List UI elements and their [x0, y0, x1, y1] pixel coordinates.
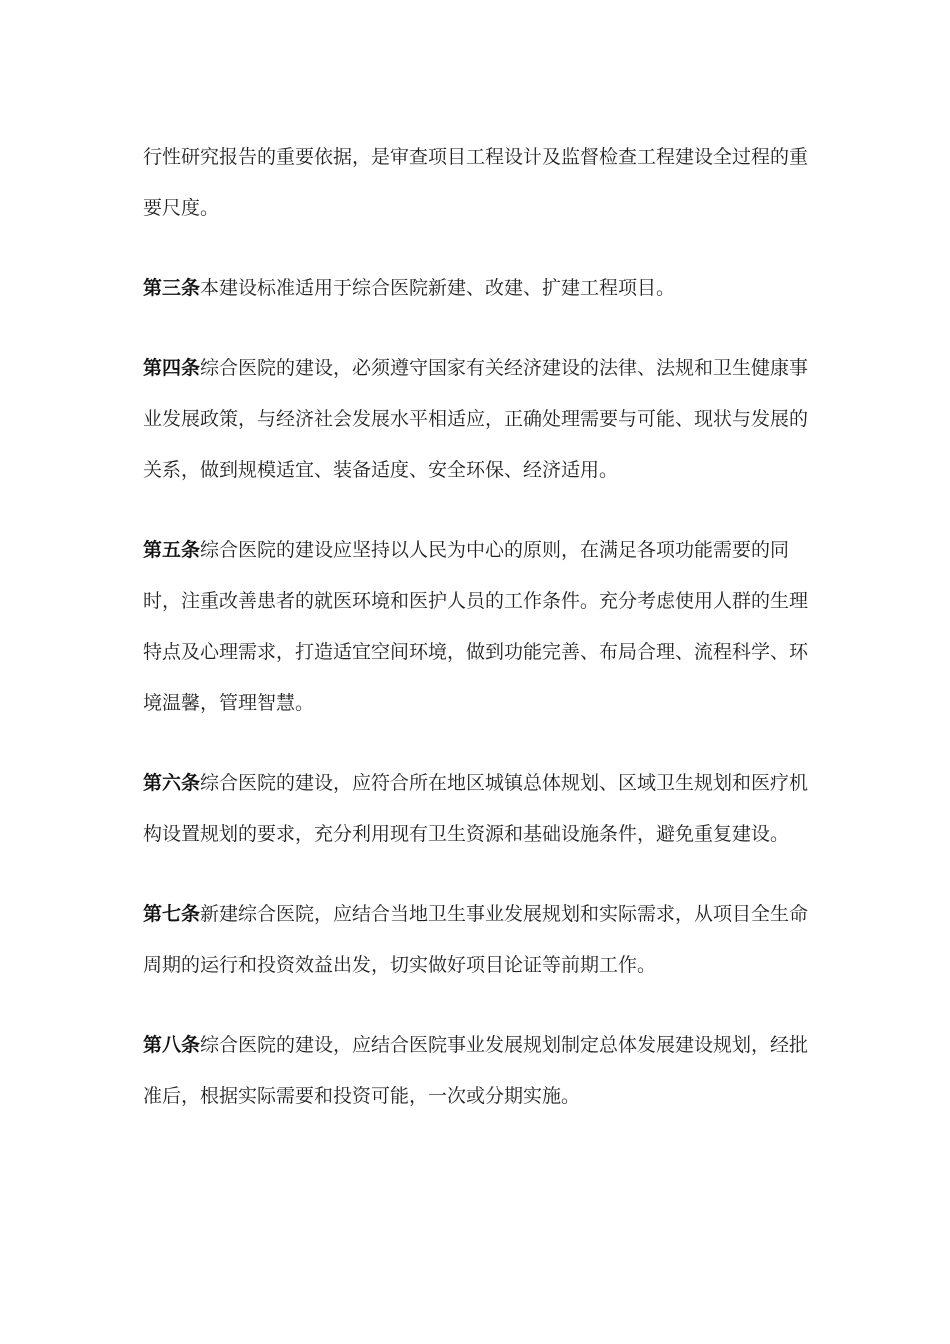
article-label: 第三条 — [143, 277, 201, 299]
article-label: 第四条 — [143, 357, 201, 379]
article-3 — [143, 263, 811, 314]
paragraph-text: 行性研究报告的重要依据，是审查项目工程设计及监督检查工程建设全过程的重要尺度。 — [143, 146, 809, 219]
article-label: 第八条 — [143, 1034, 201, 1056]
article-5 — [143, 525, 811, 729]
article-text: 综合医院的建设，应结合医院事业发展规划制定总体发展建设规划，经批准后，根据实际需要和投资可能，一次或分期实施。 — [143, 1034, 809, 1107]
article-label: 第五条 — [143, 539, 201, 561]
document-body — [143, 132, 811, 1151]
article-text: 综合医院的建设，应符合所在地区城镇总体规划、区域卫生规划和医疗机构设置规划的要求，充分利用现有卫生资源和基础设施条件，避免重复建设。 — [143, 772, 809, 845]
article-6 — [143, 758, 811, 860]
article-label: 第六条 — [143, 772, 201, 794]
article-7 — [143, 889, 811, 991]
article-text: 新建综合医院，应结合当地卫生事业发展规划和实际需求，从项目全生命周期的运行和投资效益出发，切实做好项目论证等前期工作。 — [143, 903, 809, 976]
article-4 — [143, 343, 811, 496]
article-text: 综合医院的建设应坚持以人民为中心的原则，在满足各项功能需要的同时，注重改善患者的就医环境和医护人员的工作条件。充分考虑使用人群的生理特点及心理需求，打造适宜空间环境，做到功能完善、布局合理、流程科学、环境温馨，管理智慧。 — [143, 539, 809, 714]
article-label: 第七条 — [143, 903, 201, 925]
article-text: 综合医院的建设，必须遵守国家有关经济建设的法律、法规和卫生健康事业发展政策，与经济社会发展水平相适应，正确处理需要与可能、现状与发展的关系，做到规模适宜、装备适度、安全环保、经济适用。 — [143, 357, 809, 481]
paragraph-continuation — [143, 132, 811, 234]
article-8 — [143, 1020, 811, 1122]
article-text: 本建设标准适用于综合医院新建、改建、扩建工程项目。 — [200, 277, 676, 299]
